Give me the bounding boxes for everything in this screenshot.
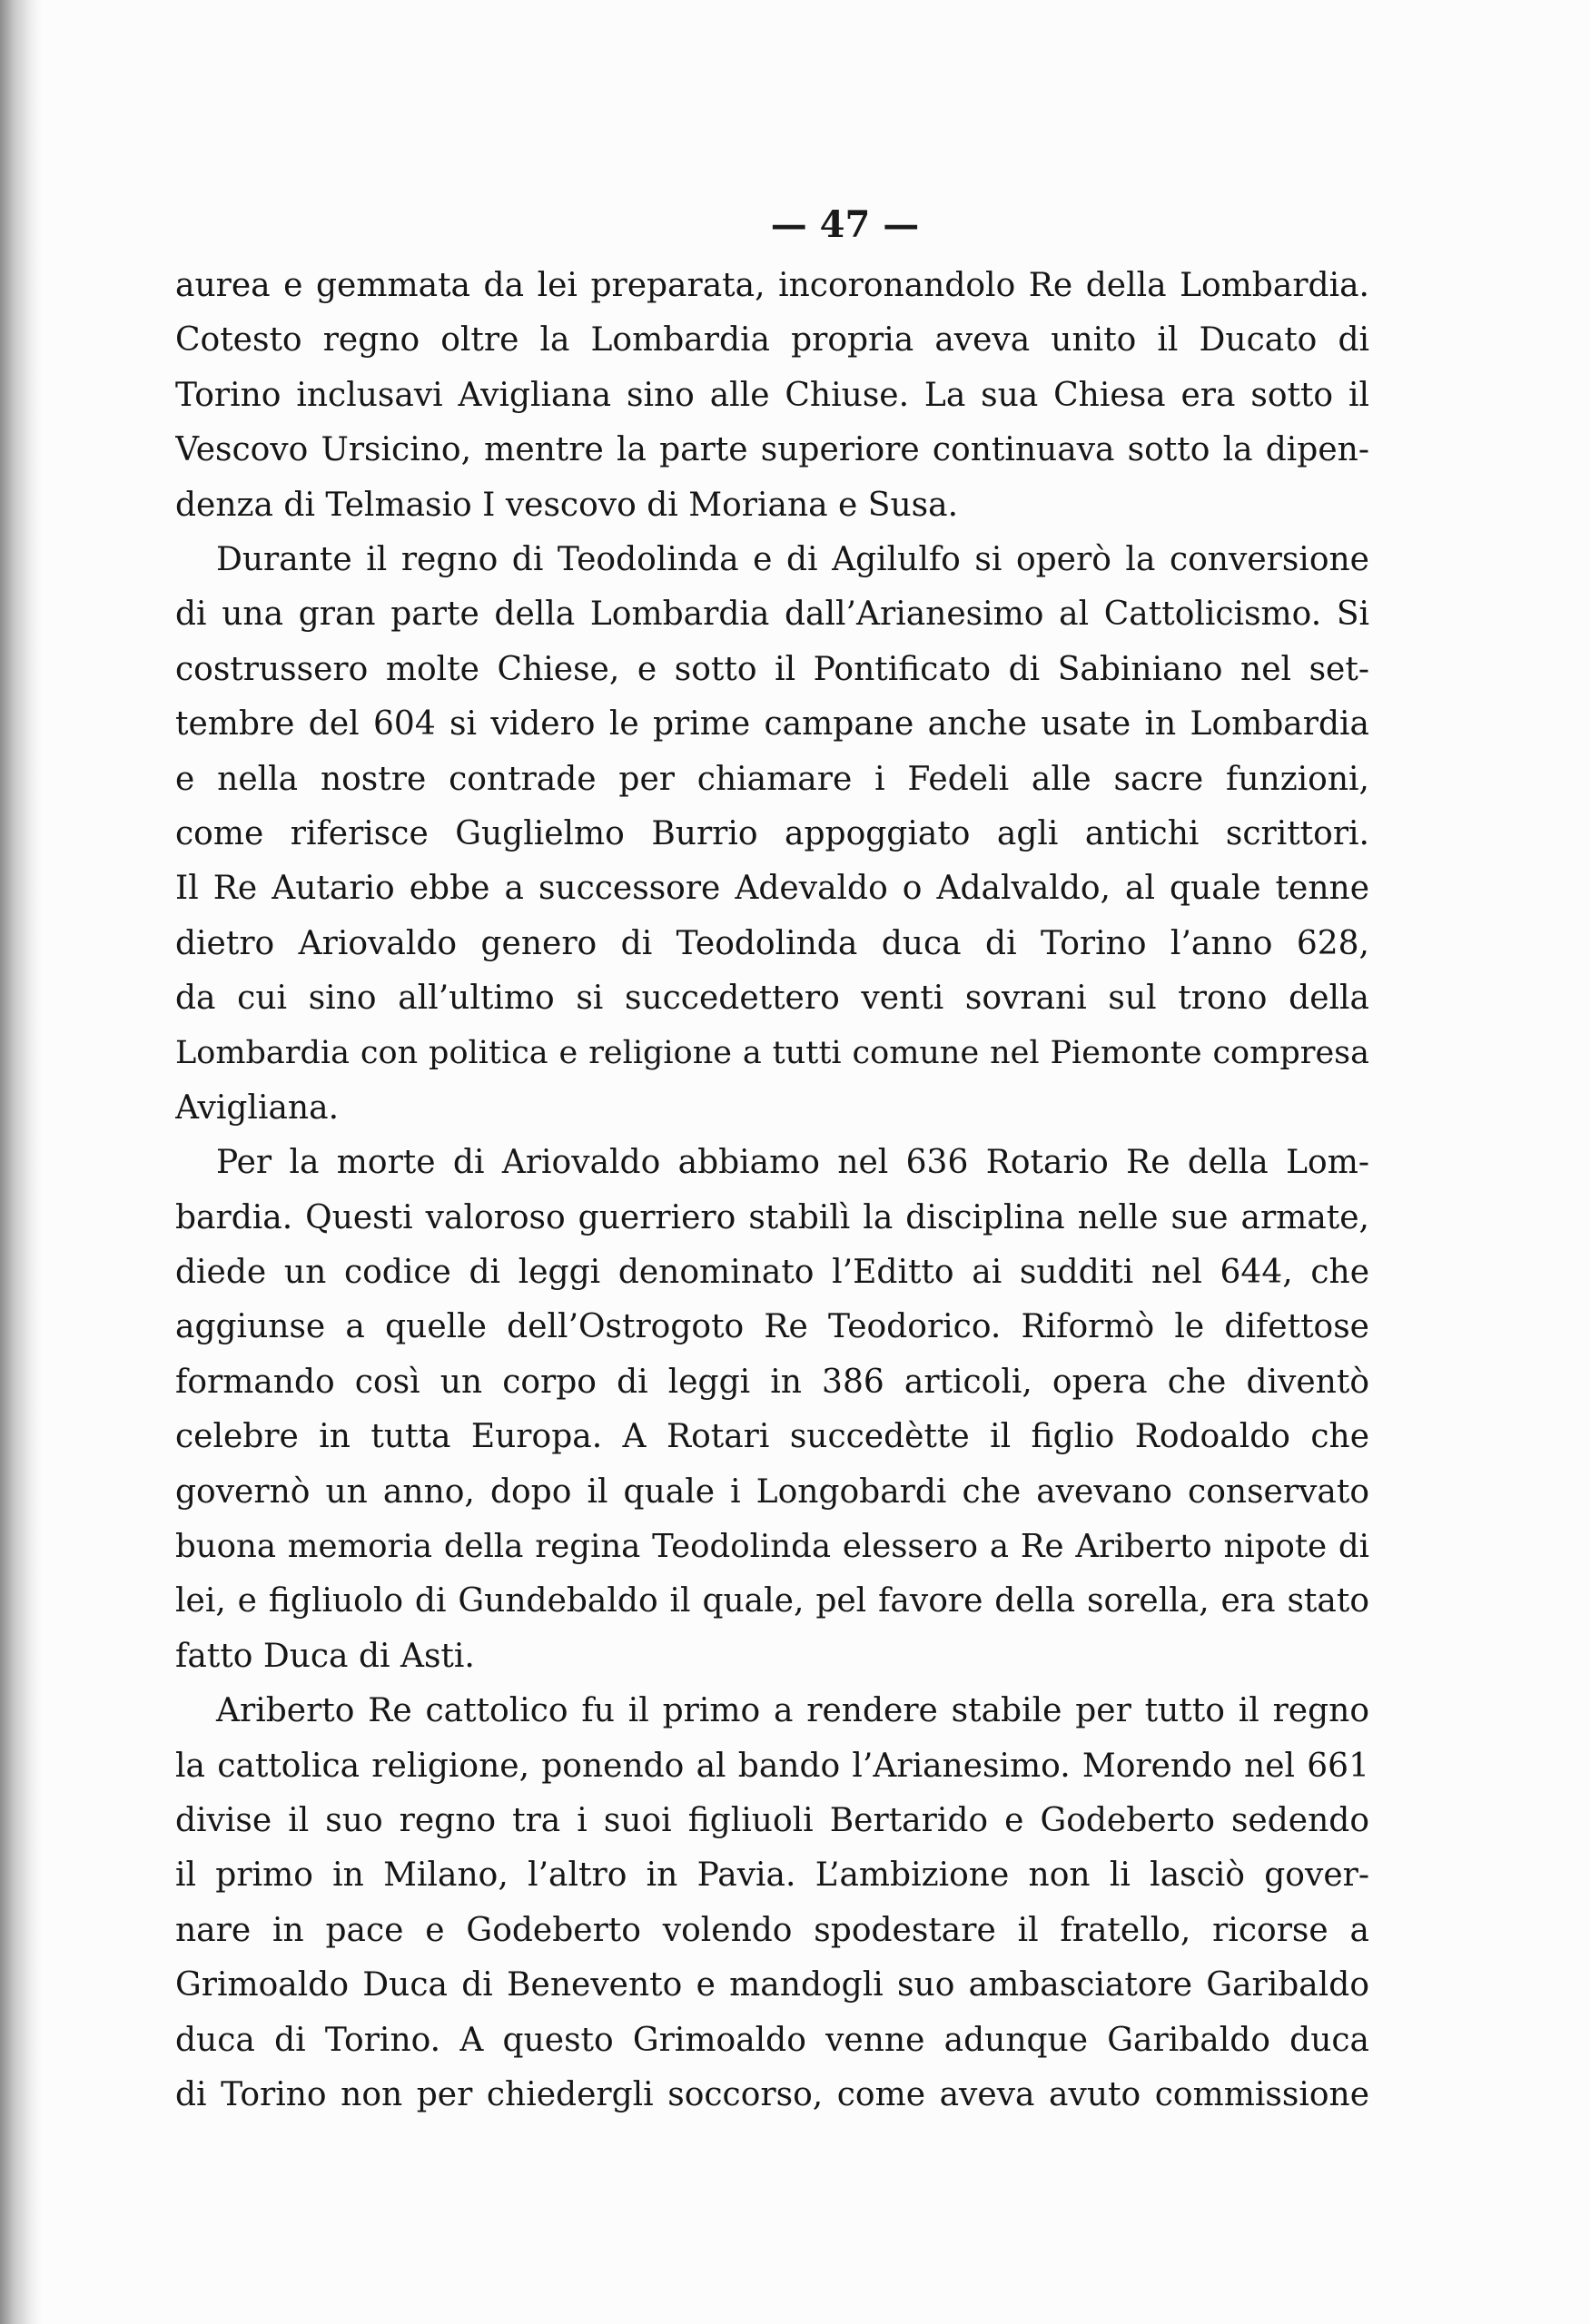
text-line: Il Re Autario ebbe a successore Adevaldo o Adalvaldo, al quale tenne [175,870,1369,908]
text-line: Grimoaldo Duca di Benevento e mandogli suo ambasciatore Garibaldo [175,1966,1369,2004]
text-line: Ariberto Re cattolico fu il primo a rendere stabile per tutto il regno [216,1692,1369,1730]
text-line: Vescovo Ursicino, mentre la parte superiore continuava sotto la dipen- [175,431,1369,469]
text-line: Durante il regno di Teodolinda e di Agilulfo si operò la conversione [216,540,1369,578]
text-line: nare in pace e Godeberto volendo spodestare il fratello, ricorse a [175,1911,1369,1949]
text-line: dietro Ariovaldo genero di Teodolinda duca di Torino l’anno 628, [175,924,1369,962]
text-line: diede un codice di leggi denominato l’Editto ai sudditi nel 644, che [175,1254,1369,1292]
text-line: da cui sino all’ultimo si succedettero venti sovrani sul trono della [175,980,1369,1018]
text-line: Cotesto regno oltre la Lombardia propria aveva unito il Ducato di [175,321,1369,359]
text-line: denza di Telmasio I vescovo di Moriana e Susa. [175,486,959,524]
text-line: e nella nostre contrade per chiamare i Fedeli alle sacre funzioni, [175,760,1369,798]
text-line: come riferisce Guglielmo Burrio appoggiato agli antichi scrittori. [175,814,1369,852]
text-line: lei, e figliuolo di Gundebaldo il quale, pel favore della sorella, era stato [175,1582,1369,1620]
text-line: di una gran parte della Lombardia dall’Arianesimo al Cattolicismo. Si [175,596,1369,634]
text-line: il primo in Milano, l’altro in Pavia. L’ambizione non li lasciò gover- [175,1856,1369,1895]
text-line: duca di Torino. A questo Grimoaldo venne adunque Garibaldo duca [175,2021,1369,2059]
binding-shadow [0,0,42,2324]
text-line: la cattolica religione, ponendo al bando l’Arianesimo. Morendo nel 661 [175,1747,1369,1785]
text-line: di Torino non per chiedergli soccorso, come aveva avuto commissione [175,2075,1369,2113]
text-line: governò un anno, dopo il quale i Longobardi che avevano conservato [175,1472,1369,1511]
text-line: divise il suo regno tra i suoi figliuoli Bertarido e Godeberto sedendo [175,1801,1369,1839]
text-line: formando così un corpo di leggi in 386 articoli, opera che diventò [175,1363,1369,1401]
page-number: — 47 — [770,203,920,246]
text-line: celebre in tutta Europa. A Rotari succedètte il figlio Rodoaldo che [175,1418,1369,1456]
text-line: buona memoria della regina Teodolinda elessero a Re Ariberto nipote di [175,1527,1369,1565]
text-line: Torino inclusavi Avigliana sino alle Chiuse. La sua Chiesa era sotto il [175,376,1369,414]
text-line: fatto Duca di Asti. [175,1637,475,1675]
body-text [175,259,1369,2122]
text-line: Per la morte di Ariovaldo abbiamo nel 636 Rotario Re della Lom- [216,1144,1369,1182]
text-line: Avigliana. [175,1088,340,1127]
text-line: aggiunse a quelle dell’Ostrogoto Re Teodorico. Riformò le difettose [175,1308,1369,1346]
text-line: bardia. Questi valoroso guerriero stabilì la disciplina nelle sue armate, [175,1198,1369,1236]
text-line: Lombardia con politica e religione a tutti comune nel Piemonte compresa [175,1035,1369,1072]
text-line: costrussero molte Chiese, e sotto il Pontificato di Sabiniano nel set- [175,650,1369,688]
text-line: aurea e gemmata da lei preparata, incoronandolo Re della Lombardia. [175,267,1369,304]
text-line: tembre del 604 si videro le prime campane anche usate in Lombardia [175,705,1369,743]
